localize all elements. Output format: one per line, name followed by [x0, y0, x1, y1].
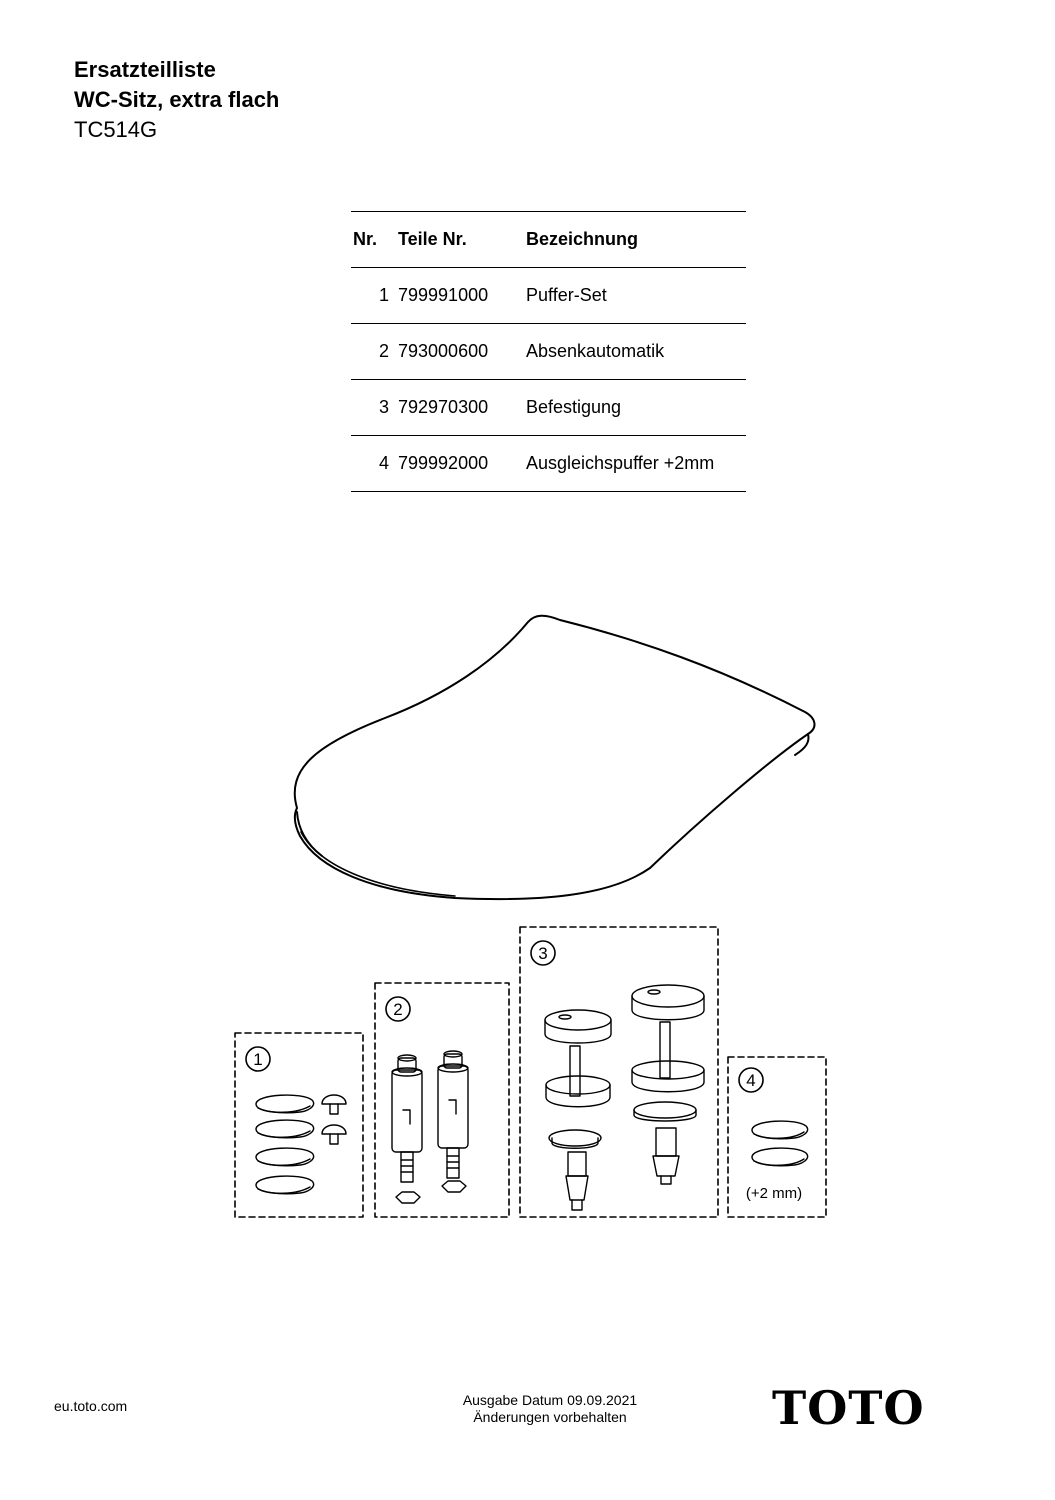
callout-number-1: 1	[253, 1050, 263, 1069]
height-shim-illustration	[752, 1121, 808, 1166]
toto-logo: TOTO	[772, 1381, 925, 1435]
soft-close-damper-illustration	[392, 1051, 468, 1203]
footer-issue-date	[400, 1392, 700, 1426]
footer-website: eu.toto.com	[54, 1398, 128, 1414]
row-part-number: 793000600	[398, 324, 526, 380]
row-description: Puffer-Set	[526, 268, 746, 324]
callout-number-2: 2	[393, 1000, 403, 1019]
row-nr: 4	[351, 436, 398, 492]
row-nr: 3	[351, 380, 398, 436]
callout-number-4: 4	[746, 1071, 756, 1090]
model-number: TC514G	[74, 117, 158, 142]
row-description: Ausgleichspuffer +2mm	[526, 436, 746, 492]
shim-note: (+2 mm)	[745, 1185, 803, 1202]
document-title: Ersatzteilliste	[74, 57, 216, 82]
row-description: Absenkautomatik	[526, 324, 746, 380]
buffer-set-illustration	[256, 1095, 346, 1194]
disclaimer-line: Änderungen vorbehalten	[473, 1409, 627, 1425]
header-teile-nr: Teile Nr.	[398, 212, 526, 268]
header-bezeichnung: Bezeichnung	[526, 212, 746, 268]
callout-number-3: 3	[538, 944, 548, 963]
header-nr: Nr.	[351, 212, 398, 268]
toilet-seat-illustration	[295, 616, 815, 899]
issue-date-line: Ausgabe Datum 09.09.2021	[462, 1392, 638, 1408]
fixing-set-illustration	[545, 985, 704, 1210]
row-part-number: 799991000	[398, 268, 526, 324]
row-nr: 2	[351, 324, 398, 380]
document-subtitle: WC-Sitz, extra flach	[74, 87, 280, 112]
row-part-number: 792970300	[398, 380, 526, 436]
part-box-3	[520, 927, 718, 1217]
row-nr: 1	[351, 268, 398, 324]
row-description: Befestigung	[526, 380, 746, 436]
row-part-number: 799992000	[398, 436, 526, 492]
